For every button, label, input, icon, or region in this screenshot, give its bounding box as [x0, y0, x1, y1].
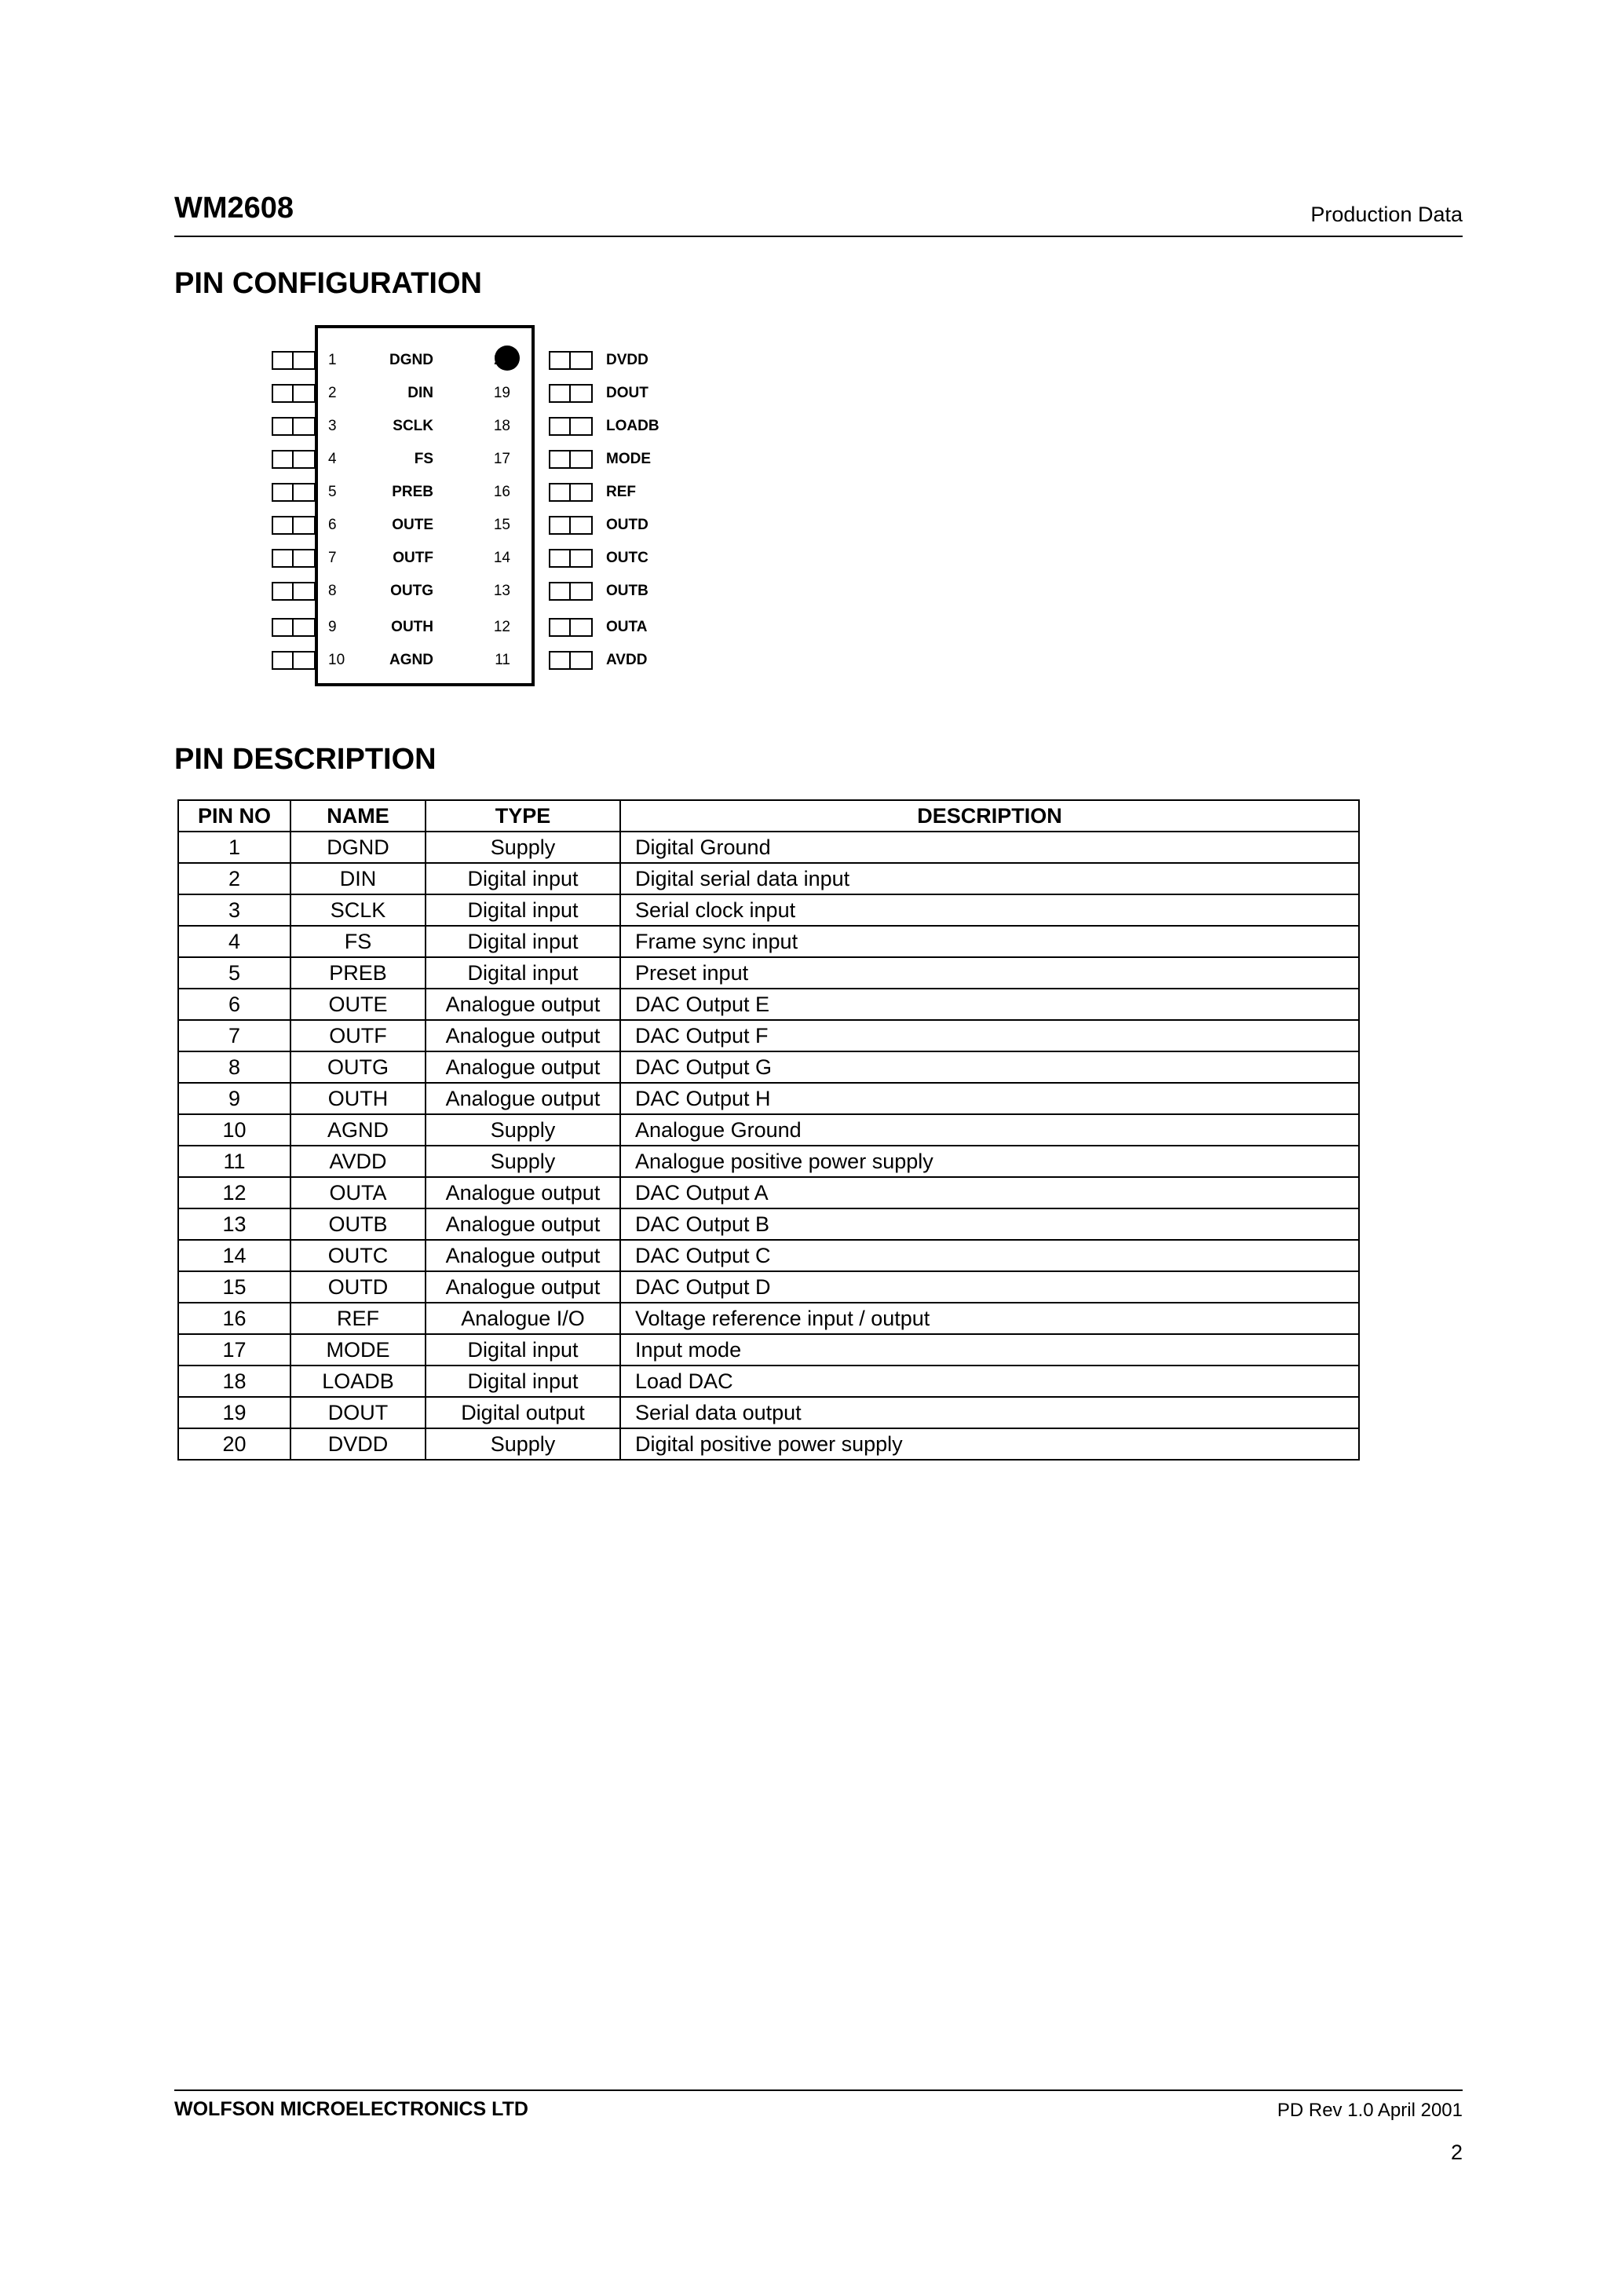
pin-lead — [549, 351, 593, 370]
table-row — [178, 1303, 1359, 1334]
pin-label: FS — [414, 451, 433, 467]
pin-name-cell: OUTH — [290, 1083, 426, 1114]
pin-description-cell: DAC Output A — [620, 1177, 1359, 1208]
header-divider — [174, 236, 1463, 237]
pin-number: 3 — [328, 418, 337, 434]
table-row — [178, 1271, 1359, 1303]
pin-name-cell: DGND — [290, 832, 426, 863]
table-row — [178, 1146, 1359, 1177]
pin-description-cell: Digital Ground — [620, 832, 1359, 863]
pin-label: OUTA — [606, 619, 648, 635]
pin-number: 2 — [328, 385, 337, 401]
pin-lead — [549, 483, 593, 502]
pin-number-cell: 15 — [178, 1271, 290, 1303]
pin-description-cell: DAC Output F — [620, 1020, 1359, 1051]
pin-lead — [549, 384, 593, 403]
right-pin-row — [171, 450, 658, 469]
pin-name-cell: AVDD — [290, 1146, 426, 1177]
pin-type-cell: Digital input — [426, 926, 620, 957]
pin-name-cell: OUTE — [290, 989, 426, 1020]
pin-type-cell: Digital input — [426, 957, 620, 989]
right-pin-row — [171, 618, 658, 637]
table-row — [178, 1208, 1359, 1240]
table-row — [178, 1366, 1359, 1397]
pin-description-cell: Preset input — [620, 957, 1359, 989]
pin-name-cell: SCLK — [290, 894, 426, 926]
pin-number: 11 — [495, 652, 510, 668]
document-title: WM2608 — [174, 192, 294, 225]
pin-number: 4 — [328, 451, 337, 467]
pin-name-cell: OUTA — [290, 1177, 426, 1208]
pin-name-cell: FS — [290, 926, 426, 957]
pin-number-cell: 10 — [178, 1114, 290, 1146]
pin-name-cell: DIN — [290, 863, 426, 894]
pin-type-cell: Analogue output — [426, 989, 620, 1020]
pin-number: 7 — [328, 550, 337, 566]
pin-lead — [549, 417, 593, 436]
pin-label: PREB — [392, 484, 433, 500]
pin-lead — [549, 582, 593, 601]
table-row — [178, 1240, 1359, 1271]
pin-name-cell: OUTF — [290, 1020, 426, 1051]
pin-name-cell: MODE — [290, 1334, 426, 1366]
table-row — [178, 894, 1359, 926]
pin-label: OUTE — [392, 517, 433, 533]
pin-number-cell: 11 — [178, 1146, 290, 1177]
pin-label: DVDD — [606, 352, 648, 368]
pin-label: OUTD — [606, 517, 648, 533]
pin-number: 10 — [328, 652, 345, 668]
pin-number-cell: 8 — [178, 1051, 290, 1083]
pin-name-cell: OUTC — [290, 1240, 426, 1271]
pin-description-cell: Serial clock input — [620, 894, 1359, 926]
pin-number: 12 — [493, 619, 510, 635]
table-row — [178, 1020, 1359, 1051]
pin-number: 15 — [493, 517, 510, 533]
pin-description-cell: Serial data output — [620, 1397, 1359, 1428]
pin-type-cell: Analogue output — [426, 1051, 620, 1083]
pin-type-cell: Analogue I/O — [426, 1303, 620, 1334]
pin-type-cell: Digital output — [426, 1397, 620, 1428]
pin-label: AGND — [389, 652, 433, 668]
table-header-row — [178, 800, 1359, 832]
pin-label: OUTG — [390, 583, 433, 599]
footer-divider — [174, 2089, 1463, 2091]
pin-lead — [549, 618, 593, 637]
table-row — [178, 1428, 1359, 1460]
pin-description-cell: DAC Output H — [620, 1083, 1359, 1114]
pin-number: 1 — [328, 352, 337, 368]
table-row — [178, 926, 1359, 957]
right-pin-row — [171, 351, 658, 370]
table-row — [178, 1051, 1359, 1083]
pin-label: AVDD — [606, 652, 648, 668]
pin-number-cell: 9 — [178, 1083, 290, 1114]
pin-description-cell: Input mode — [620, 1334, 1359, 1366]
pin-name-cell: DVDD — [290, 1428, 426, 1460]
pin-description-cell: DAC Output E — [620, 989, 1359, 1020]
pin-number: 8 — [328, 583, 337, 599]
pin-label: DIN — [407, 385, 433, 401]
right-pin-row — [171, 417, 658, 436]
pin-type-cell: Analogue output — [426, 1083, 620, 1114]
table-row — [178, 957, 1359, 989]
pin-description-cell: DAC Output G — [620, 1051, 1359, 1083]
pin-label: OUTH — [391, 619, 433, 635]
pin-type-cell: Analogue output — [426, 1240, 620, 1271]
pin-number-cell: 12 — [178, 1177, 290, 1208]
pin-number: 17 — [493, 451, 510, 467]
pin-number: 14 — [493, 550, 510, 566]
pin-type-cell: Digital input — [426, 894, 620, 926]
pin-configuration-diagram — [171, 325, 658, 696]
pin-number-cell: 14 — [178, 1240, 290, 1271]
pin-type-cell: Analogue output — [426, 1271, 620, 1303]
pin-number-cell: 3 — [178, 894, 290, 926]
pin-number-cell: 17 — [178, 1334, 290, 1366]
table-row — [178, 863, 1359, 894]
table-row — [178, 1177, 1359, 1208]
pin-number: 5 — [328, 484, 337, 500]
pin-number-cell: 20 — [178, 1428, 290, 1460]
page-number: 2 — [1450, 2141, 1463, 2164]
pin-number-cell: 6 — [178, 989, 290, 1020]
pin-description-cell: Analogue Ground — [620, 1114, 1359, 1146]
table-row — [178, 832, 1359, 863]
revision-info: PD Rev 1.0 April 2001 — [1277, 2100, 1463, 2121]
pin-description-cell: Load DAC — [620, 1366, 1359, 1397]
right-pin-row — [171, 384, 658, 403]
pin-number-cell: 1 — [178, 832, 290, 863]
pin-description-table — [177, 799, 1360, 1461]
pin-lead — [549, 549, 593, 568]
table-row — [178, 989, 1359, 1020]
pin-number: 20 — [493, 352, 510, 368]
table-row — [178, 1397, 1359, 1428]
pin-number: 9 — [328, 619, 337, 635]
column-header-name: NAME — [290, 800, 426, 832]
column-header-type: TYPE — [426, 800, 620, 832]
right-pin-row — [171, 516, 658, 535]
right-pin-row — [171, 549, 658, 568]
pin-type-cell: Analogue output — [426, 1020, 620, 1051]
pin-description-cell: DAC Output B — [620, 1208, 1359, 1240]
table-row — [178, 1114, 1359, 1146]
pin-label: DOUT — [606, 385, 648, 401]
pin-description-cell: Digital positive power supply — [620, 1428, 1359, 1460]
pin-lead — [549, 516, 593, 535]
pin-label: DGND — [389, 352, 433, 368]
pin-type-cell: Digital input — [426, 863, 620, 894]
pin-number: 16 — [493, 484, 510, 500]
pin-lead — [549, 450, 593, 469]
right-pin-row — [171, 651, 658, 670]
pin-number: 19 — [493, 385, 510, 401]
pin-label: REF — [606, 484, 636, 500]
pin-number-cell: 16 — [178, 1303, 290, 1334]
pin-number: 6 — [328, 517, 337, 533]
column-header-pin-no: PIN NO — [178, 800, 290, 832]
document-status: Production Data — [1310, 203, 1463, 226]
pin-label: MODE — [606, 451, 651, 467]
pin-type-cell: Supply — [426, 1146, 620, 1177]
pin-name-cell: OUTD — [290, 1271, 426, 1303]
pin-label: SCLK — [393, 418, 433, 434]
pin-type-cell: Supply — [426, 1114, 620, 1146]
pin-name-cell: LOADB — [290, 1366, 426, 1397]
pin-number: 18 — [493, 418, 510, 434]
pin-label: OUTB — [606, 583, 648, 599]
pin-type-cell: Digital input — [426, 1334, 620, 1366]
company-name: WOLFSON MICROELECTRONICS LTD — [174, 2098, 528, 2120]
pin-description-cell: Digital serial data input — [620, 863, 1359, 894]
column-header-description: DESCRIPTION — [620, 800, 1359, 832]
pin-number-cell: 18 — [178, 1366, 290, 1397]
pin-configuration-heading: PIN CONFIGURATION — [174, 267, 482, 300]
pin-number-cell: 5 — [178, 957, 290, 989]
right-pin-row — [171, 582, 658, 601]
pin-lead — [549, 651, 593, 670]
pin-number-cell: 19 — [178, 1397, 290, 1428]
pin-name-cell: AGND — [290, 1114, 426, 1146]
pin-number-cell: 2 — [178, 863, 290, 894]
pin-label: OUTF — [393, 550, 433, 566]
right-pin-row — [171, 483, 658, 502]
pin-number-cell: 13 — [178, 1208, 290, 1240]
pin-label: OUTC — [606, 550, 648, 566]
pin-type-cell: Supply — [426, 1428, 620, 1460]
table-row — [178, 1334, 1359, 1366]
pin-name-cell: PREB — [290, 957, 426, 989]
pin-name-cell: REF — [290, 1303, 426, 1334]
pin-number-cell: 7 — [178, 1020, 290, 1051]
pin-name-cell: OUTB — [290, 1208, 426, 1240]
pin-type-cell: Digital input — [426, 1366, 620, 1397]
pin-description-cell: Frame sync input — [620, 926, 1359, 957]
pin-number: 13 — [493, 583, 510, 599]
pin-description-cell: DAC Output D — [620, 1271, 1359, 1303]
pin-name-cell: OUTG — [290, 1051, 426, 1083]
pin-description-cell: DAC Output C — [620, 1240, 1359, 1271]
pin-number-cell: 4 — [178, 926, 290, 957]
pin-description-cell: Voltage reference input / output — [620, 1303, 1359, 1334]
pin-name-cell: DOUT — [290, 1397, 426, 1428]
pin-label: LOADB — [606, 418, 659, 434]
pin-description-cell: Analogue positive power supply — [620, 1146, 1359, 1177]
table-row — [178, 1083, 1359, 1114]
pin-type-cell: Analogue output — [426, 1208, 620, 1240]
pin-type-cell: Analogue output — [426, 1177, 620, 1208]
pin-description-heading: PIN DESCRIPTION — [174, 743, 437, 776]
pin-type-cell: Supply — [426, 832, 620, 863]
